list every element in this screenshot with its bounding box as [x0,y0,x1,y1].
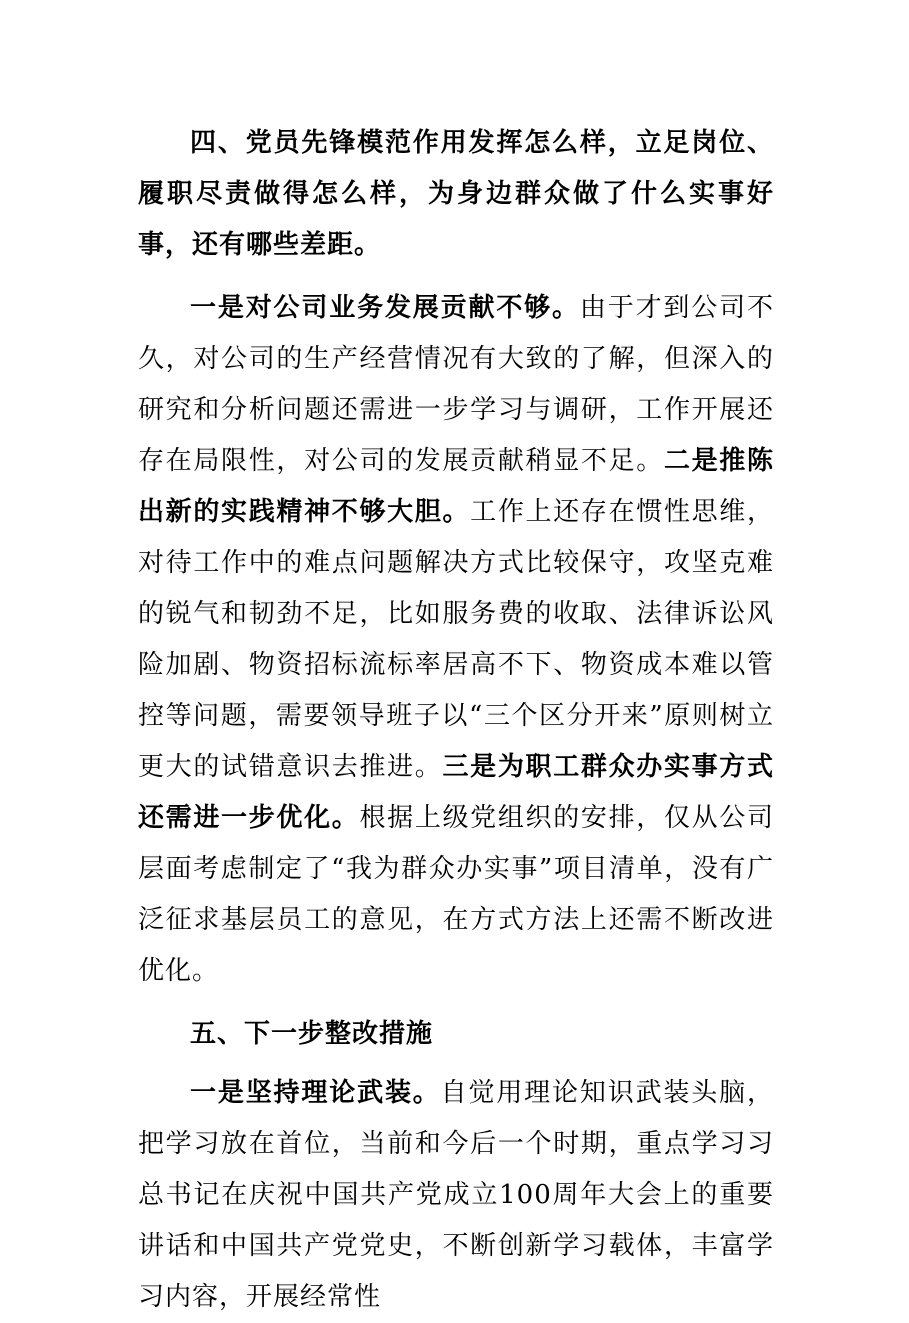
paragraph-gaps [138,283,774,997]
section-heading-4: 四、党员先锋模范作用发挥怎么样，立足岗位、履职尽责做得怎么样，为身边群众做了什么实事好事，还有哪些差距。 [138,128,774,260]
document-page [138,118,774,1323]
point-3-text: 根据上级党组织的安排，仅从公司层面考虑制定了“我为群众办实事”项目清单，没有广泛征求基层员工的意见，在方式方法上还需不断改进优化。 [138,803,774,986]
measure-1-text: 自觉用理论知识武装头脑，把学习放在首位，当前和今后一个时期，重点学习习总书记在庆祝中国共产党成立100周年大会上的重要讲话和中国共产党党史，不断创新学习载体，丰富学习内容，开展经常性 [138,1078,774,1312]
point-1-text: 由于才到公司不久，对公司的生产经营情况有大致的了解，但深入的研究和分析问题还需进一步学习与调研，工作开展还存在局限性，对公司的发展贡献稍显不足。 [138,293,774,476]
paragraph-measures [138,1068,774,1323]
point-1-title: 一是对公司业务发展贡献不够。 [190,293,580,323]
point-2-title: 二是推陈出新的实践精神不够大胆。 [138,446,774,527]
measure-1-title: 一是坚持理论武装。 [190,1078,441,1108]
section-heading-5: 五、下一步整改措施 [190,1019,434,1049]
point-2-text: 工作上还存在惯性思维，对待工作中的难点问题解决方式比较保守，攻坚克难的锐气和韧劲不足，比如服务费的收取、法律诉讼风险加剧、物资招标流标率居高不下、物资成本难以管控等问题，需要领导班子以“三个区分开来”原则树立更大的试错意识去推进。 [138,497,774,782]
point-3-title: 三是为职工群众办实事方式还需进一步优化。 [138,752,774,833]
